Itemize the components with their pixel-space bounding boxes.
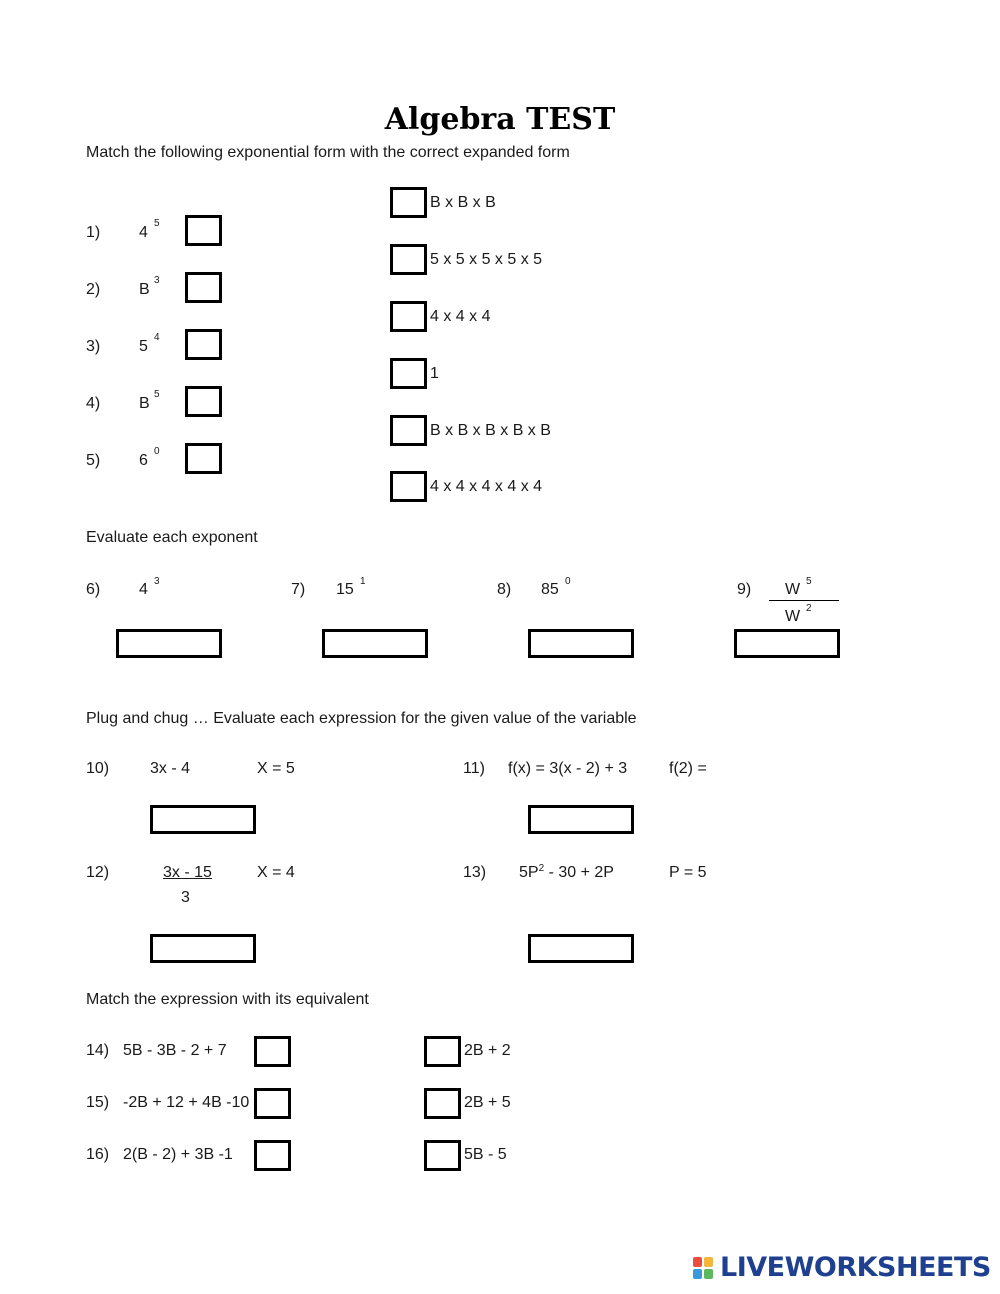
exponent-base: 5	[139, 338, 148, 355]
exponent-base: 4	[139, 581, 148, 598]
question-number: 6)	[86, 581, 101, 598]
option-box-a[interactable]	[390, 187, 427, 218]
exponent-base: 6	[139, 452, 148, 469]
exponent-power: 4	[154, 332, 160, 343]
answer-box-6[interactable]	[116, 629, 222, 658]
question-number: 11)	[463, 760, 485, 777]
question-number: 2)	[86, 281, 101, 298]
match-answer-box-16[interactable]	[254, 1140, 291, 1171]
option-label: 1	[430, 365, 439, 382]
question-number: 4)	[86, 395, 101, 412]
fraction-numerator-base: W	[785, 581, 801, 598]
exponent-power: 0	[565, 576, 571, 587]
answer-box-8[interactable]	[528, 629, 634, 658]
fraction-numerator: 3x - 15	[163, 864, 212, 881]
page-title: Algebra TEST	[384, 102, 616, 137]
expression-part: 5P	[519, 864, 539, 881]
expression-power: 2	[538, 863, 545, 874]
expression: 2(B - 2) + 3B -1	[123, 1146, 233, 1163]
exponent-base: 85	[541, 581, 559, 598]
question-number: 12)	[86, 864, 110, 881]
question-number: 9)	[737, 581, 752, 598]
given-value: X = 5	[257, 760, 295, 777]
match-answer-box-15[interactable]	[254, 1088, 291, 1119]
option-label: B x B x B	[430, 194, 496, 211]
given-value: f(2) =	[669, 760, 707, 777]
match-answer-box-2[interactable]	[185, 272, 222, 303]
question-number: 13)	[463, 864, 487, 881]
expression: f(x) = 3(x - 2) + 3	[508, 760, 628, 777]
answer-box-11[interactable]	[528, 805, 634, 834]
exponent-base: 4	[139, 224, 148, 241]
answer-box-12[interactable]	[150, 934, 256, 963]
question-number: 3)	[86, 338, 101, 355]
question-number: 8)	[497, 581, 512, 598]
equivalent-option-box-b[interactable]	[424, 1088, 461, 1119]
section2-instruction: Evaluate each exponent	[86, 529, 258, 546]
match-answer-box-14[interactable]	[254, 1036, 291, 1067]
section1-instruction: Match the following exponential form with the correct expanded form	[86, 144, 570, 161]
equivalent-option-label: 2B + 2	[464, 1042, 511, 1059]
option-box-c[interactable]	[390, 301, 427, 332]
exponent-base: B	[139, 395, 150, 412]
liveworksheets-logo-icon	[693, 1257, 717, 1281]
question-number: 7)	[291, 581, 306, 598]
question-number: 10)	[86, 760, 110, 777]
match-answer-box-4[interactable]	[185, 386, 222, 417]
option-label: 4 x 4 x 4 x 4 x 4	[430, 478, 543, 495]
match-answer-box-5[interactable]	[185, 443, 222, 474]
option-box-b[interactable]	[390, 244, 427, 275]
expression: -2B + 12 + 4B -10	[123, 1094, 250, 1111]
expression: 3x - 4	[150, 760, 191, 777]
fraction-denominator-power: 2	[806, 603, 812, 614]
section3-instruction: Plug and chug … Evaluate each expression for the given value of the variable	[86, 710, 637, 727]
answer-box-9[interactable]	[734, 629, 840, 658]
answer-box-7[interactable]	[322, 629, 428, 658]
question-number: 16)	[86, 1146, 110, 1163]
question-number: 1)	[86, 224, 101, 241]
expression	[519, 863, 614, 883]
exponent-power: 5	[154, 218, 160, 229]
section4-instruction: Match the expression with its equivalent	[86, 991, 369, 1008]
exponent-base: 15	[336, 581, 354, 598]
option-label: 4 x 4 x 4	[430, 308, 491, 325]
match-answer-box-3[interactable]	[185, 329, 222, 360]
equivalent-option-label: 5B - 5	[464, 1146, 507, 1163]
given-value: X = 4	[257, 864, 295, 881]
option-box-f[interactable]	[390, 471, 427, 502]
exponent-power: 3	[154, 275, 160, 286]
question-number: 14)	[86, 1042, 110, 1059]
equivalent-option-box-a[interactable]	[424, 1036, 461, 1067]
liveworksheets-logo-text: LIVEWORKSHEETS	[720, 1252, 991, 1283]
fraction-bar	[769, 600, 839, 601]
expression: 5B - 3B - 2 + 7	[123, 1042, 227, 1059]
answer-box-13[interactable]	[528, 934, 634, 963]
expression-part: - 30 + 2P	[544, 864, 614, 881]
exponent-power: 0	[154, 446, 160, 457]
option-label: B x B x B x B x B	[430, 422, 551, 439]
question-number: 15)	[86, 1094, 110, 1111]
option-box-e[interactable]	[390, 415, 427, 446]
fraction-denominator-base: W	[785, 608, 801, 625]
question-number: 5)	[86, 452, 101, 469]
equivalent-option-label: 2B + 5	[464, 1094, 511, 1111]
option-label: 5 x 5 x 5 x 5 x 5	[430, 251, 543, 268]
answer-box-10[interactable]	[150, 805, 256, 834]
exponent-base: B	[139, 281, 150, 298]
exponent-power: 1	[360, 576, 366, 587]
fraction-numerator-power: 5	[806, 576, 812, 587]
fraction-denominator: 3	[181, 889, 190, 906]
option-box-d[interactable]	[390, 358, 427, 389]
equivalent-option-box-c[interactable]	[424, 1140, 461, 1171]
exponent-power: 3	[154, 576, 160, 587]
exponent-power: 5	[154, 389, 160, 400]
match-answer-box-1[interactable]	[185, 215, 222, 246]
given-value: P = 5	[669, 864, 707, 881]
